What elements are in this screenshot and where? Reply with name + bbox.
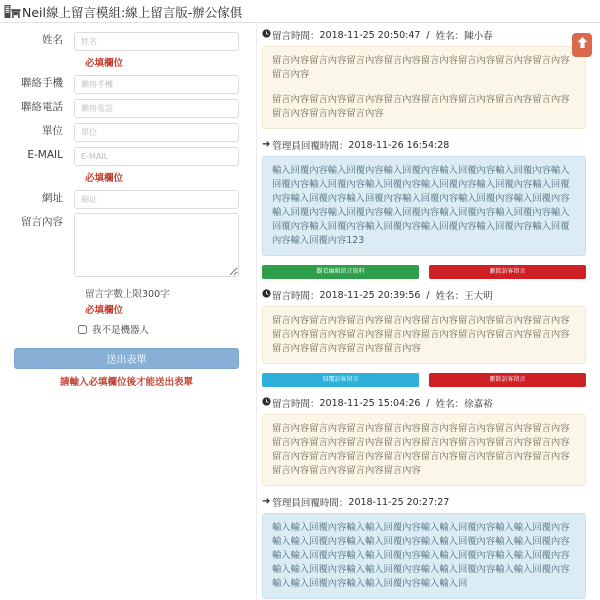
meta-separator: / (426, 289, 430, 301)
message-time-label: 留言時間： (272, 291, 320, 302)
form-label-0: 姓名 (42, 34, 63, 46)
arrow-right-icon: ➜ (262, 496, 271, 507)
form-row-5 (0, 189, 256, 209)
clock-icon (262, 29, 271, 41)
page-header (0, 0, 600, 22)
message-action-row (262, 373, 586, 387)
message-list (256, 23, 600, 600)
message-name-label: 姓名： (435, 31, 465, 42)
not-a-robot-label: 我不是機器人 (92, 325, 150, 336)
message-item (256, 28, 600, 279)
required-msg-0: 必填欄位 (85, 58, 124, 69)
form-row-0 (0, 31, 256, 51)
message-time-label: 留言時間： (272, 31, 320, 42)
message-action-button-red[interactable]: 刪除訪客留言 (429, 373, 586, 387)
message-item (256, 288, 600, 387)
required-msg-4: 必填欄位 (85, 173, 124, 184)
message-time: 2018-11-25 20:50:47 (319, 29, 421, 41)
form-input-1[interactable] (74, 75, 239, 94)
message-name-label: 姓名： (435, 291, 465, 302)
form-label-5: 網址 (42, 192, 63, 204)
reply-time: 2018-11-26 16:54:28 (348, 139, 450, 151)
reply-meta (262, 138, 586, 152)
message-meta (262, 28, 586, 42)
message-time: 2018-11-25 15:04:26 (319, 397, 421, 409)
message-time: 2018-11-25 20:39:56 (319, 289, 421, 301)
form-input-0[interactable] (74, 32, 239, 51)
form-input-5[interactable] (74, 190, 239, 209)
reply-paragraph: 輸入輸入回覆內容輸入輸入回覆內容輸入輸入回覆內容輸入輸入回覆內容輸入輸入回覆內容輸入輸入回覆內容輸入輸入回覆內容輸入輸入回覆內容輸入輸入回覆內容輸入輸入回覆內容輸入輸入回覆內容輸入輸入回覆內容輸入輸入回覆內容輸入輸入回覆內容輸入輸入回覆內容輸入輸入回覆內容輸入輸入回覆內容輸入輸入回覆內容輸入輸入回 (272, 522, 570, 589)
reply-meta (262, 495, 586, 509)
submit-note: 請輸入必填欄位後才能送出表單 (59, 377, 193, 388)
clock-icon (262, 397, 271, 409)
form-label-4: E-MAIL (27, 149, 63, 161)
message-meta (262, 396, 586, 410)
meta-separator: / (426, 397, 430, 409)
form-label-2: 聯絡電話 (21, 101, 63, 113)
message-author-name: 徐嘉裕 (464, 399, 493, 410)
reply-body (262, 156, 586, 256)
message-action-button-blue[interactable]: 回覆訪客留言 (262, 373, 419, 387)
message-paragraph: 留言內容留言內容留言內容留言內容留言內容留言內容留言內容留言內容留言內容留言內容留言內容 (272, 94, 570, 119)
office-furniture-icon (4, 4, 21, 20)
form-label-message: 留言內容 (21, 216, 63, 228)
form-input-4[interactable] (74, 147, 239, 166)
reply-time-label: 管理員回覆時間： (272, 141, 349, 152)
not-a-robot-checkbox[interactable] (78, 325, 87, 334)
form-input-3[interactable] (74, 123, 239, 142)
message-body (262, 414, 586, 486)
form-row-message (0, 213, 256, 282)
form-input-2[interactable] (74, 99, 239, 118)
message-paragraph: 留言內容留言內容留言內容留言內容留言內容留言內容留言內容留言內容留言內容留言內容留言內容留言內容留言內容留言內容留言內容留言內容留言內容留言內容留言內容留言內容 (272, 315, 570, 354)
message-author-name: 王大明 (464, 291, 493, 302)
message-form (0, 23, 256, 600)
message-length-hint: 留言字數上限300字 (85, 289, 170, 300)
reply-paragraph: 輸入回覆內容輸入回覆內容輸入回覆內容輸入回覆內容輸入回覆內容輸入回覆內容輸入回覆內容輸入回覆內容輸入回覆內容輸入回覆內容輸入回覆內容輸入回覆內容輸入回覆內容輸入回覆內容輸入回覆內容輸入回覆內容輸入回覆內容輸入回覆內容輸入回覆內容輸入回覆內容輸入回覆內容輸入回覆內容輸入回覆內容輸入回覆內容輸入回覆內容輸入回覆內容輸入回覆內容輸入回覆內容123 (272, 165, 570, 246)
message-name-label: 姓名： (435, 399, 465, 410)
submit-button[interactable]: 送出表單 (14, 348, 239, 369)
reply-time: 2018-11-25 20:27:27 (348, 496, 450, 508)
clock-icon (262, 289, 271, 301)
arrow-right-icon: ➜ (262, 139, 271, 150)
message-action-button-green[interactable]: 觀看編輯留言資料 (262, 265, 419, 279)
message-item (256, 396, 600, 599)
form-row-2 (0, 98, 256, 118)
form-row-4 (0, 146, 256, 166)
message-paragraph: 留言內容留言內容留言內容留言內容留言內容留言內容留言內容留言內容留言內容留言內容留言內容留言內容留言內容留言內容留言內容留言內容留言內容留言內容留言內容留言內容留言內容留言內容留言內容留言內容留言內容留言內容留言內容留言內容 (272, 423, 570, 476)
page-title: Neil線上留言模組:線上留言版-辦公傢俱 (22, 4, 243, 20)
reply-body (262, 513, 586, 599)
message-meta (262, 288, 586, 302)
message-action-row (262, 265, 586, 279)
form-row-3 (0, 122, 256, 142)
column-divider (256, 22, 257, 600)
content-columns (0, 23, 600, 600)
message-textarea[interactable] (74, 213, 239, 277)
message-time-label: 留言時間： (272, 399, 320, 410)
meta-separator: / (426, 29, 430, 41)
message-action-button-red[interactable]: 刪除訪客留言 (429, 265, 586, 279)
scroll-to-top-button[interactable] (572, 33, 592, 57)
form-label-1: 聯絡手機 (21, 77, 63, 89)
message-body (262, 306, 586, 364)
message-author-name: 陳小春 (464, 31, 493, 42)
robot-checkbox-row[interactable] (78, 322, 256, 336)
arrow-up-icon (577, 36, 588, 54)
message-required-msg: 必填欄位 (85, 305, 124, 316)
reply-time-label: 管理員回覆時間： (272, 498, 349, 509)
form-label-3: 單位 (42, 125, 63, 137)
message-paragraph: 留言內容留言內容留言內容留言內容留言內容留言內容留言內容留言內容留言內容 (272, 55, 570, 80)
message-body (262, 46, 586, 129)
form-row-1 (0, 74, 256, 94)
